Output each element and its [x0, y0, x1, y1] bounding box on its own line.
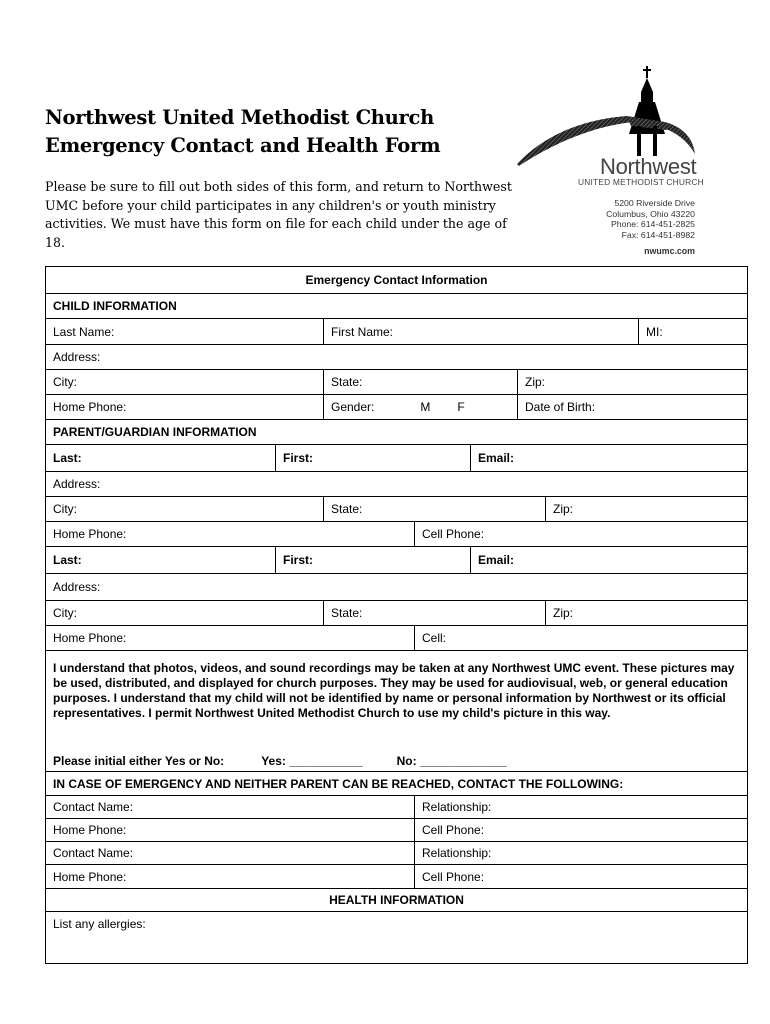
logo-address-line: 5200 Riverside Drive — [614, 198, 695, 208]
contact2-name-row — [46, 841, 747, 864]
child-dob-field[interactable]: Date of Birth: — [517, 395, 747, 419]
parent1-email-field[interactable]: Email: — [470, 445, 747, 471]
contact2-phone-row — [46, 864, 747, 888]
parent2-phone-row — [46, 625, 747, 650]
parent2-zip-field[interactable]: Zip: — [545, 601, 747, 625]
contact2-home-phone-field[interactable]: Home Phone: — [53, 869, 127, 884]
photo-consent-text: I understand that photos, videos, and sound recordings may be taken at any Northwest UMC event. These pictures may be used, distributed, and displayed for church purposes. They may be used for audiovisual, web, or general education purposes. I understand that my child will not be identified by name or personal information by Northwest or its official representatives. I permit Northwest United Methodist Church to use my child's picture in this way. — [53, 661, 735, 720]
consent-initials — [53, 754, 507, 768]
emergency-heading-row — [46, 771, 747, 795]
child-section-row — [46, 293, 747, 318]
parent2-last-field[interactable]: Last: — [53, 553, 82, 567]
parent1-address-row — [46, 471, 747, 496]
title-line-2: Emergency Contact and Health Form — [45, 134, 441, 157]
contact1-cell-phone-field[interactable]: Cell Phone: — [414, 819, 747, 841]
logo-subtitle: UNITED METHODIST CHURCH — [578, 177, 704, 187]
parent1-city-row — [46, 496, 747, 521]
logo-address-line: Phone: 614-451-2825 — [610, 219, 695, 230]
logo-address-line: Fax: 614-451-8982 — [621, 229, 695, 240]
parent2-city-field[interactable]: City: — [53, 606, 77, 620]
parent1-name-row — [46, 444, 747, 471]
health-heading: HEALTH INFORMATION — [329, 893, 464, 907]
emergency-contact-form — [45, 266, 748, 964]
contact1-phone-row — [46, 818, 747, 841]
parent-section-heading: PARENT/GUARDIAN INFORMATION — [53, 425, 257, 439]
child-city-field[interactable]: City: — [53, 375, 77, 389]
parent1-state-field[interactable]: State: — [323, 497, 545, 521]
parent1-city-field[interactable]: City: — [53, 502, 77, 516]
logo-address — [560, 198, 695, 240]
parent-section-row — [46, 419, 747, 444]
contact1-name-field[interactable]: Contact Name: — [53, 800, 134, 814]
child-section-heading: CHILD INFORMATION — [53, 299, 177, 313]
child-gender-field[interactable] — [323, 395, 517, 419]
parent2-home-phone-field[interactable]: Home Phone: — [53, 631, 127, 645]
parent1-address-field[interactable]: Address: — [53, 477, 101, 491]
parent2-address-row — [46, 573, 747, 600]
form-title-row — [46, 267, 747, 293]
child-first-name-field[interactable]: First Name: — [323, 319, 638, 344]
child-city-row — [46, 369, 747, 394]
logo-address-line: Columbus, Ohio 43220 — [606, 208, 695, 219]
emergency-heading: IN CASE OF EMERGENCY AND NEITHER PARENT CAN BE REACHED, CONTACT THE FOLLOWING: — [53, 776, 624, 791]
parent1-phone-row — [46, 521, 747, 546]
gender-male-option[interactable]: M — [420, 400, 431, 414]
gender-female-option[interactable]: F — [457, 400, 465, 414]
contact1-home-phone-field[interactable]: Home Phone: — [53, 823, 127, 837]
parent1-last-field[interactable]: Last: — [53, 451, 82, 465]
contact2-relationship-field[interactable]: Relationship: — [414, 842, 747, 864]
title-line-1: Northwest United Methodist Church — [45, 106, 434, 129]
parent1-first-field[interactable]: First: — [275, 445, 470, 471]
child-state-field[interactable]: State: — [323, 370, 517, 394]
child-mi-field[interactable]: MI: — [638, 319, 747, 344]
health-heading-row — [46, 888, 747, 911]
initials-yes-field[interactable]: Yes: ___________ — [261, 754, 363, 768]
initials-no-field[interactable]: No: _____________ — [396, 754, 507, 768]
child-name-row — [46, 318, 747, 344]
allergies-field[interactable]: List any allergies: — [53, 917, 146, 931]
initials-prompt: Please initial either Yes or No: — [53, 754, 225, 768]
child-address-row — [46, 344, 747, 369]
child-address-field[interactable]: Address: — [53, 350, 101, 364]
parent2-address-field[interactable]: Address: — [53, 580, 101, 594]
parent2-cell-field[interactable]: Cell: — [414, 626, 747, 650]
parent2-email-field[interactable]: Email: — [470, 547, 747, 573]
parent2-name-row — [46, 546, 747, 573]
child-last-name-field[interactable]: Last Name: — [53, 324, 115, 339]
contact2-name-field[interactable]: Contact Name: — [53, 846, 134, 860]
gender-label: Gender: — [331, 400, 375, 414]
child-home-phone-field[interactable]: Home Phone: — [53, 400, 127, 414]
photo-consent-row — [46, 650, 747, 771]
parent1-zip-field[interactable]: Zip: — [545, 497, 747, 521]
allergies-row — [46, 911, 747, 963]
form-title — [45, 104, 440, 160]
parent2-city-row — [46, 600, 747, 625]
child-phone-row — [46, 394, 747, 419]
logo-name: Northwest — [600, 154, 697, 179]
parent1-home-phone-field[interactable]: Home Phone: — [53, 527, 127, 541]
form-section-title: Emergency Contact Information — [305, 273, 488, 287]
parent1-cell-phone-field[interactable]: Cell Phone: — [414, 522, 747, 546]
parent2-state-field[interactable]: State: — [323, 601, 545, 625]
contact2-cell-phone-field[interactable]: Cell Phone: — [414, 865, 747, 888]
logo-website: nwumc.com — [644, 246, 695, 256]
intro-text: Please be sure to fill out both sides of this form, and return to Northwest UMC before your child participates in any children's or youth ministry activities. We must have this form on file for each child under the age of 18. — [45, 179, 512, 250]
child-zip-field[interactable]: Zip: — [517, 370, 747, 394]
parent2-first-field[interactable]: First: — [275, 547, 470, 573]
contact1-name-row — [46, 795, 747, 818]
contact1-relationship-field[interactable]: Relationship: — [414, 796, 747, 818]
